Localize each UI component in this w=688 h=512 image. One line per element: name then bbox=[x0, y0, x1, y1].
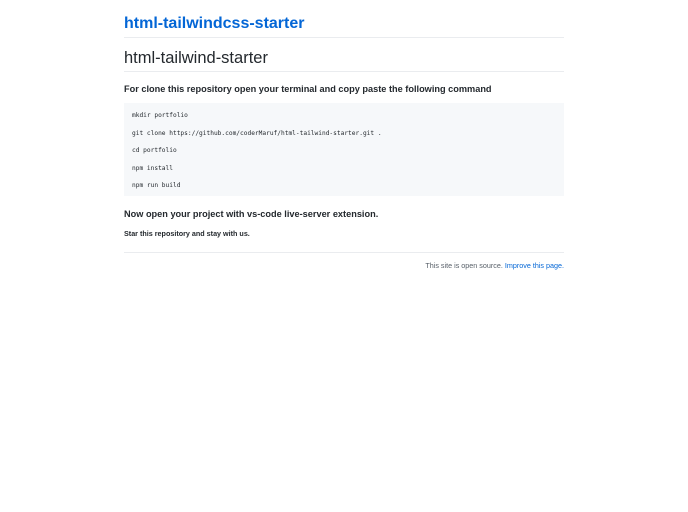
page-title: html-tailwind-starter bbox=[124, 49, 268, 67]
clone-instruction-heading: For clone this repository open your terminal and copy paste the following command bbox=[124, 84, 492, 94]
improve-page-link[interactable]: Improve this page. bbox=[504, 261, 564, 270]
footer-text: This site is open source. bbox=[425, 261, 503, 270]
site-footer bbox=[124, 261, 564, 271]
footer-divider bbox=[124, 252, 564, 253]
site-title-link[interactable]: html-tailwindcss-starter bbox=[124, 15, 305, 32]
code-line-git-clone: git clone https://github.com/coderMaruf/html-tailwind-starter.git . bbox=[132, 129, 382, 137]
code-line-mkdir: mkdir portfolio bbox=[132, 112, 188, 119]
code-line-npm-install: npm install bbox=[132, 164, 173, 172]
code-line-cd: cd portfolio bbox=[132, 147, 177, 155]
now-open-heading: Now open your project with vs-code live-server extension. bbox=[124, 209, 379, 219]
code-block[interactable] bbox=[124, 103, 564, 196]
title-divider bbox=[124, 71, 564, 72]
star-repository-text: Star this repository and stay with us. bbox=[124, 229, 250, 238]
page-container bbox=[124, 0, 564, 271]
code-line-npm-build: npm run build bbox=[132, 182, 181, 190]
